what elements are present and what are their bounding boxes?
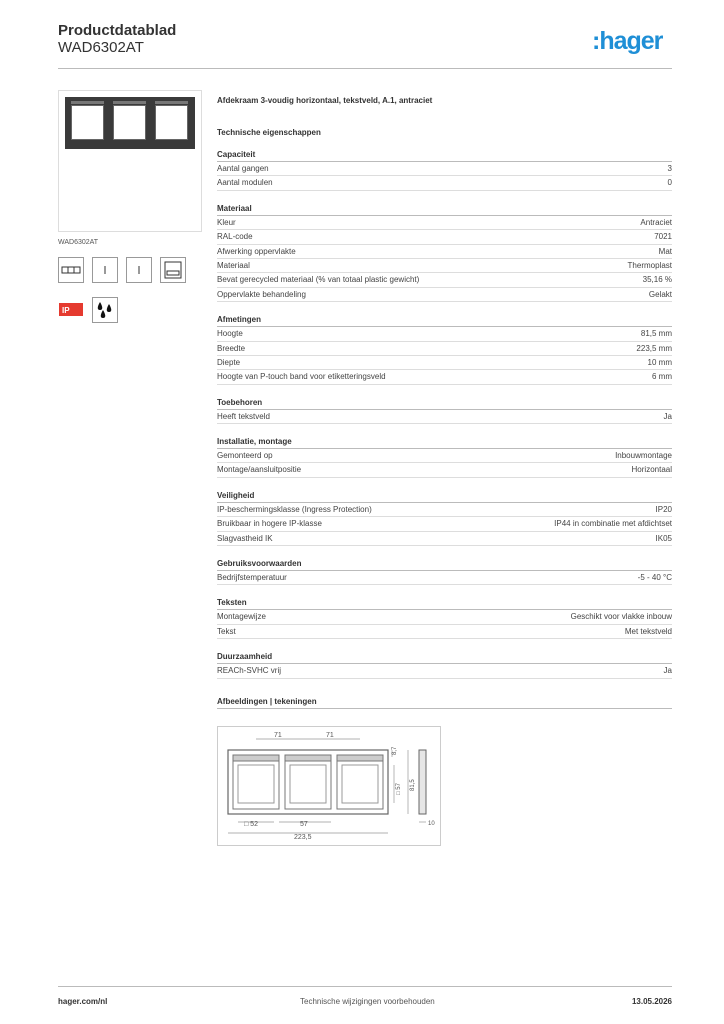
drawing-heading: Afbeeldingen | tekeningen: [217, 697, 672, 709]
footer-divider: [58, 986, 672, 987]
spec-label: Hoogte: [217, 329, 243, 339]
triple-frame-icon: [58, 257, 84, 283]
spec-value: IK05: [655, 533, 672, 543]
spec-value: 7021: [654, 232, 672, 242]
spec-label: Bedrijfstemperatuur: [217, 573, 287, 583]
spec-row: [217, 176, 672, 190]
spec-row: [217, 532, 672, 546]
svg-text:8,7: 8,7: [392, 746, 398, 755]
product-reference: WAD6302AT: [58, 39, 144, 56]
spec-label: RAL-code: [217, 232, 253, 242]
product-visuals: [58, 90, 202, 323]
spec-value: 0: [667, 178, 672, 188]
spec-value: 223,5 mm: [636, 343, 672, 353]
spec-value: Ja: [663, 666, 672, 676]
spec-value: Horizontaal: [631, 465, 672, 475]
product-description: Afdekraam 3-voudig horizontaal, tekstveld, A.1, antraciet: [217, 96, 433, 105]
disclaimer: Technische wijzigingen voorbehouden: [300, 997, 435, 1006]
spec-value: Ja: [663, 411, 672, 421]
spec-value: Met tekstveld: [624, 626, 672, 636]
header: [58, 22, 176, 56]
ip-rating-icon: [58, 297, 84, 323]
symbol-row-2: [58, 297, 202, 323]
section-title: Materiaal: [217, 204, 672, 216]
symbol-row-1: [58, 257, 202, 283]
spec-label: IP-beschermingsklasse (Ingress Protection): [217, 504, 372, 514]
section-title: Afmetingen: [217, 315, 672, 327]
svg-text:223,5: 223,5: [294, 834, 312, 841]
spec-label: Materiaal: [217, 260, 250, 270]
spec-value: Antraciet: [640, 217, 672, 227]
svg-text:57: 57: [300, 821, 308, 828]
spec-label: Afwerking oppervlakte: [217, 246, 296, 256]
dimension-drawing: [217, 726, 441, 846]
spec-row: [217, 245, 672, 259]
spec-row: [217, 230, 672, 244]
spec-value: IP20: [655, 504, 672, 514]
section-title: Toebehoren: [217, 398, 672, 410]
spec-value: IP44 in combinatie met afdichtset: [554, 519, 672, 529]
spec-section: [217, 204, 672, 302]
spec-label: Montagewijze: [217, 612, 266, 622]
spec-label: Hoogte van P-touch band voor etiketteringsveld: [217, 372, 386, 382]
spec-label: Aantal gangen: [217, 164, 269, 173]
spec-row: [217, 449, 672, 463]
spec-value: Mat: [658, 246, 672, 256]
spec-row: [217, 259, 672, 273]
spec-value: 10 mm: [647, 357, 672, 367]
svg-text:□ 52: □ 52: [244, 821, 258, 828]
page-title: Productdatablad: [58, 22, 177, 39]
technical-heading: Technische eigenschappen: [217, 128, 321, 137]
spec-row: [217, 610, 672, 624]
header-divider: [58, 68, 672, 69]
spec-row: [217, 571, 672, 585]
website-link[interactable]: hager.com/nl: [58, 997, 108, 1006]
spec-section: [217, 598, 672, 639]
depth-icon: [92, 257, 118, 283]
spec-row: [217, 664, 672, 678]
spec-row: [217, 273, 672, 287]
spec-label: Montage/aansluitpositie: [217, 465, 302, 475]
spec-label: Slagvastheid IK: [217, 533, 273, 543]
spec-row: [217, 327, 672, 341]
text-field-icon: [160, 257, 186, 283]
spec-sections: [217, 150, 672, 679]
product-photo: [58, 90, 202, 232]
spec-label: Breedte: [217, 343, 246, 353]
spec-section: [217, 559, 672, 585]
hager-logo: :hager: [592, 27, 663, 55]
section-title: Duurzaamheid: [217, 652, 672, 664]
spec-value: Geschikt voor vlakke inbouw: [570, 612, 672, 622]
spec-row: [217, 288, 672, 302]
spec-row: [217, 342, 672, 356]
spec-section: [217, 398, 672, 424]
spec-row: [217, 356, 672, 370]
spec-section: [217, 652, 672, 678]
section-title: Installatie, montage: [217, 437, 672, 449]
svg-text:□ 57: □ 57: [396, 783, 402, 795]
section-title: Veiligheid: [217, 491, 672, 503]
spec-label: Tekst: [217, 626, 236, 636]
spec-label: Bevat gerecycled materiaal (% van totaal plastic gewicht): [217, 275, 420, 285]
spec-section: [217, 491, 672, 546]
spec-value: Thermoplast: [627, 260, 672, 270]
svg-text:IP: IP: [62, 306, 70, 315]
spec-value: Gelakt: [648, 289, 672, 299]
spec-value: 3: [667, 164, 672, 173]
section-title: Teksten: [217, 598, 672, 610]
spec-row: [217, 410, 672, 424]
spec-value: 35,16 %: [642, 275, 672, 285]
spec-value: -5 - 40 °C: [637, 573, 672, 583]
spec-label: Oppervlakte behandeling: [217, 289, 306, 299]
spec-value: Inbouwmontage: [615, 451, 672, 461]
spec-row: [217, 503, 672, 517]
specifications: [217, 96, 672, 709]
section-title: Gebruiksvoorwaarden: [217, 559, 672, 571]
spec-label: Diepte: [217, 357, 241, 367]
svg-text:10: 10: [428, 821, 435, 827]
spec-label: Bruikbaar in hogere IP-klasse: [217, 519, 322, 529]
spec-section: [217, 437, 672, 478]
svg-text:71: 71: [326, 732, 334, 739]
product-code-caption: WAD6302AT: [58, 239, 99, 246]
spec-value: 81,5 mm: [640, 329, 672, 339]
svg-text:71: 71: [274, 732, 282, 739]
spec-row: [217, 370, 672, 384]
spec-value: 6 mm: [652, 372, 672, 382]
water-drops-icon: [92, 297, 118, 323]
spec-label: Heeft tekstveld: [217, 411, 270, 421]
spec-row: [217, 162, 672, 176]
spec-label: Aantal modulen: [217, 178, 273, 188]
spec-section: [217, 315, 672, 385]
spec-label: Gemonteerd op: [217, 451, 273, 461]
spec-label: Kleur: [217, 217, 236, 227]
frame-image: [65, 97, 195, 149]
spec-row: [217, 216, 672, 230]
spec-row: [217, 463, 672, 477]
spec-section: [217, 150, 672, 191]
spec-label: REACh-SVHC vrij: [217, 666, 282, 676]
flush-mount-icon: [126, 257, 152, 283]
svg-text:81,5: 81,5: [410, 779, 416, 791]
section-title: Capaciteit: [217, 150, 672, 162]
spec-row: [217, 625, 672, 639]
document-date: 13.05.2026: [631, 997, 672, 1006]
spec-row: [217, 517, 672, 531]
